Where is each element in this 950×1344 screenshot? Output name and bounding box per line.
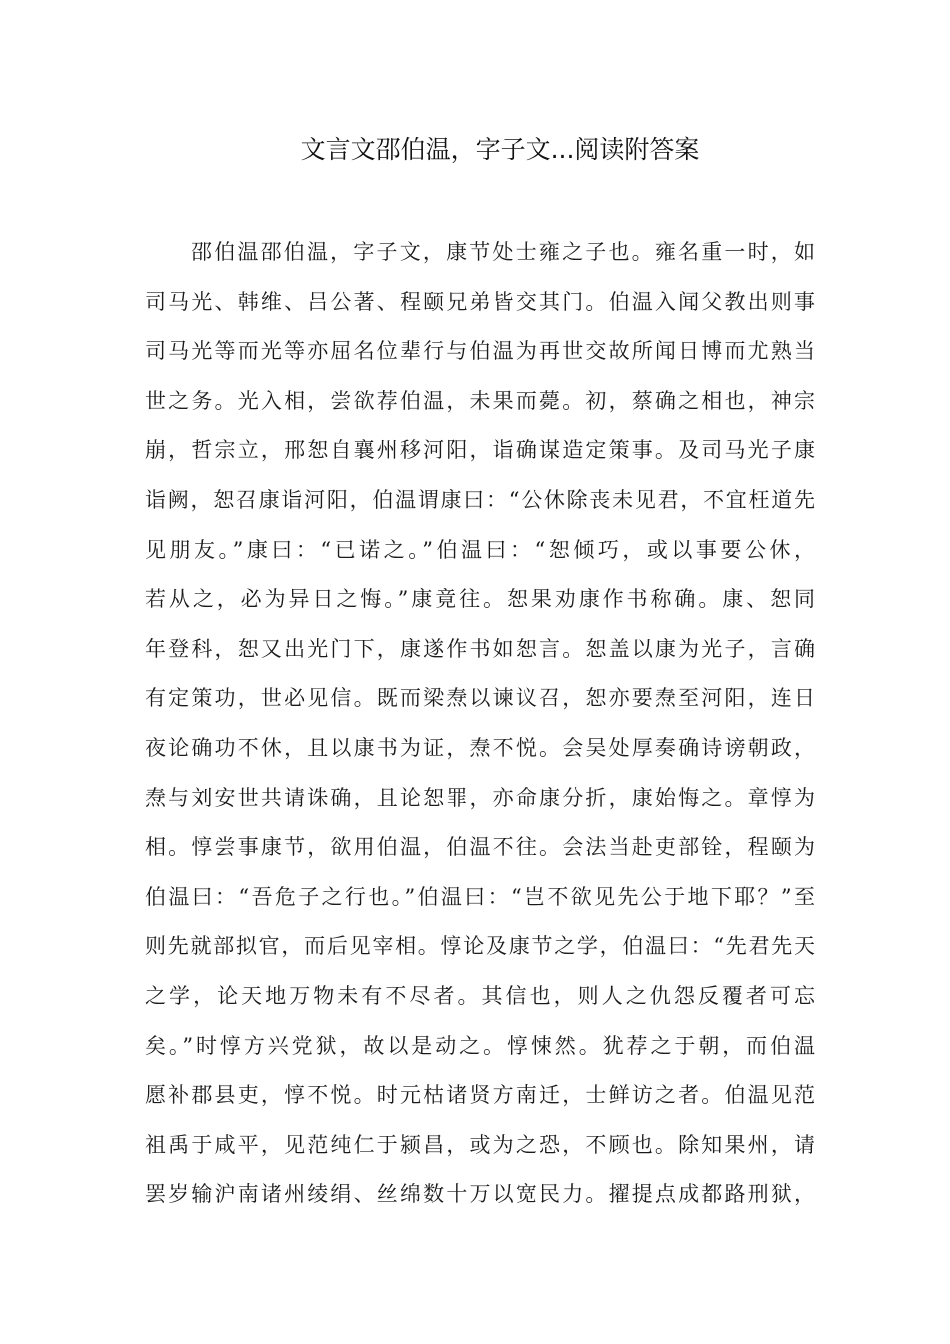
text-line: 祖禹于咸平，见范纯仁于颍昌，或为之恐，不顾也。除知果州，请 — [145, 1132, 815, 1157]
text-line: 司马光等而光等亦屈名位辈行与伯温为再世交故所闻日博而尤熟当 — [145, 339, 815, 364]
text-line: 若从之，必为异日之悔。”康竟往。恕果劝康作书称确。康、恕同 — [145, 587, 815, 612]
text-line: 邵伯温邵伯温，字子文，康节处士雍之子也。雍名重一时，如 — [191, 240, 815, 264]
text-line: 罢岁输沪南诸州绫绢、丝绵数十万以宽民力。擢提点成都路刑狱， — [145, 1182, 815, 1207]
text-line: 诣阙，恕召康诣河阳，伯温谓康曰：“公休除丧未见君，不宜枉道先 — [145, 487, 815, 512]
text-line: 夜论确功不休，且以康书为证，焘不悦。会吴处厚奏确诗谤朝政， — [145, 735, 815, 760]
text-line: 则先就部拟官，而后见宰相。惇论及康节之学，伯温曰：“先君先天 — [145, 934, 815, 959]
text-line: 见朋友。”康曰：“已诺之。”伯温曰：“恕倾巧，或以事要公休， — [145, 537, 815, 562]
document-title: 文言文邵伯温，字子文...阅读附答案 — [300, 135, 700, 164]
text-line: 之学，论天地万物未有不尽者。其信也，则人之仇怨反覆者可忘 — [145, 983, 815, 1008]
text-line: 焘与刘安世共请诛确，且论恕罪，亦命康分折，康始悔之。章惇为 — [145, 785, 815, 810]
text-line: 年登科，恕又出光门下，康遂作书如恕言。恕盖以康为光子，言确 — [145, 636, 815, 661]
text-line: 伯温曰：“吾危子之行也。”伯温曰：“岂不欲见先公于地下耶？”至 — [145, 884, 815, 909]
text-line: 崩，哲宗立，邢恕自襄州移河阳，诣确谋造定策事。及司马光子康 — [145, 438, 815, 463]
text-line: 相。惇尝事康节，欲用伯温，伯温不往。会法当赴吏部铨，程颐为 — [145, 835, 815, 860]
text-line: 世之务。光入相，尝欲荐伯温，未果而薨。初，蔡确之相也，神宗 — [145, 388, 815, 413]
text-line: 有定策功，世必见信。既而梁焘以谏议召，恕亦要焘至河阳，连日 — [145, 686, 815, 711]
text-line: 司马光、韩维、吕公著、程颐兄弟皆交其门。伯温入闻父教出则事 — [145, 289, 815, 314]
body-text — [145, 228, 815, 1220]
text-line: 矣。”时惇方兴党狱，故以是动之。惇悚然。犹荐之于朝，而伯温 — [145, 1033, 815, 1058]
text-line: 愿补郡县吏，惇不悦。时元枯诸贤方南迁，士鲜访之者。伯温见范 — [145, 1083, 815, 1108]
